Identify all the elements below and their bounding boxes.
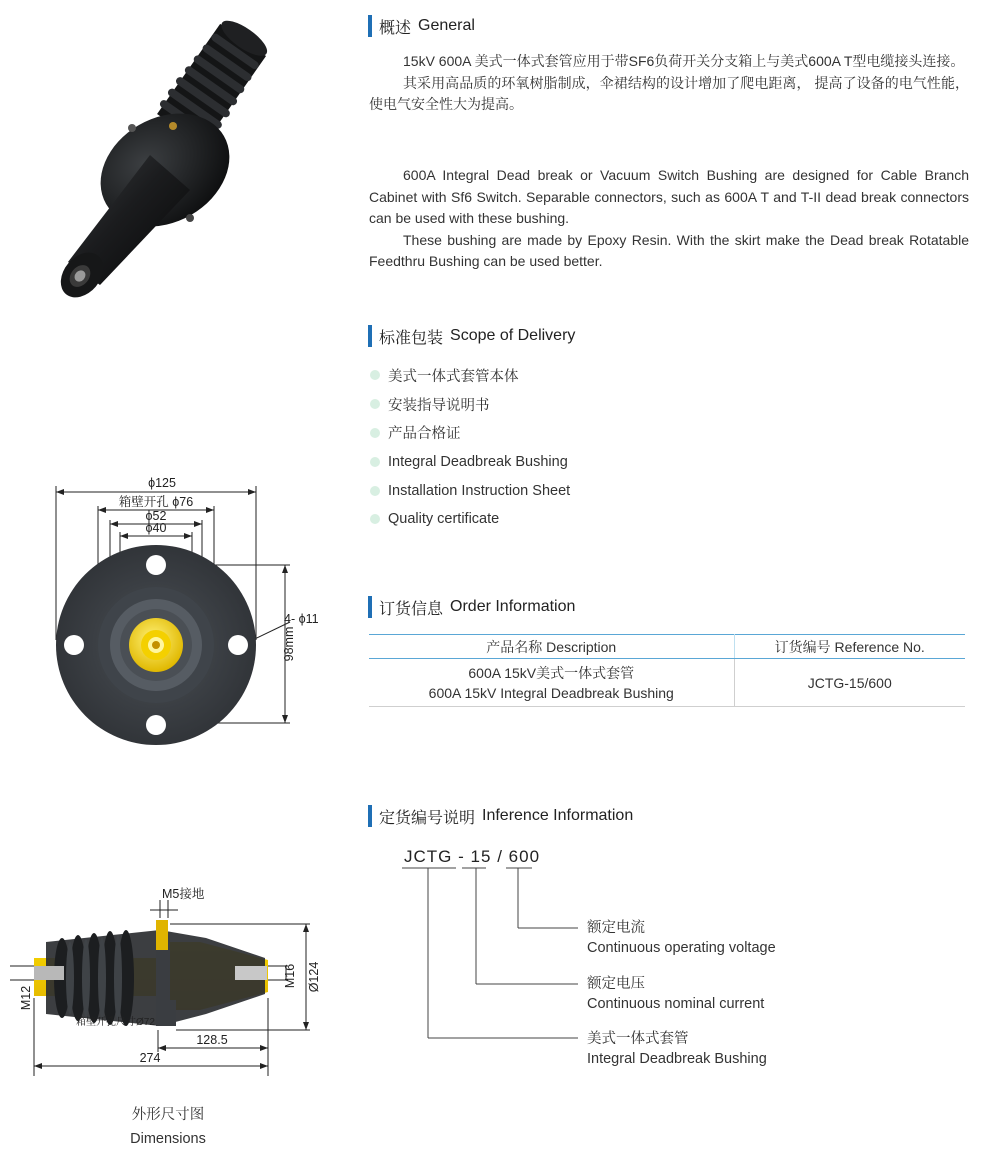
delivery-title [368,325,575,347]
dim-d52: ϕ52 [145,509,167,523]
side-view-drawing [10,880,330,1080]
list-item [370,476,570,505]
code-part-series: JCTG [404,847,453,866]
order-title-en: Order Information [450,598,576,615]
delivery-title-cn: 标准包装 [379,329,444,347]
dim-d124: Ø124 [307,961,321,993]
general-paragraph: 600A Integral Dead break or Vacuum Switch Bushing are designed for Cable Branch Cabinet with Sf6 Switch. Separable connectors, such as 600A T and T-II dead break connectors can be used with these bushing. [369,167,969,226]
bullet-dot-icon [370,486,380,496]
dim-m16: M16 [283,963,297,989]
bullet-dot-icon [370,428,380,438]
general-paragraph: 15kV 600A 美式一体式套管应用于带SF6负荷开关分支箱上与美式600A T型电缆接头连接。 [403,53,965,69]
dim-d76: 箱壁开孔 ϕ76 [118,495,194,509]
table-header-row [369,635,965,659]
header-description: 产品名称 Description [369,635,734,659]
order-code [404,847,540,867]
delivery-title-en: Scope of Delivery [450,327,576,344]
dim-h98: 98mm [282,626,296,662]
list-item [370,390,570,419]
cell-reference: JCTG-15/600 [734,659,965,707]
code-separator: / [497,847,503,866]
list-item-label: 美式一体式套管本体 [388,368,519,385]
inference-item-cn: 美式一体式套管 [587,1031,689,1047]
code-leader-lines [400,866,590,1046]
list-item-label: Installation Instruction Sheet [388,482,571,499]
inference-title [368,805,633,827]
code-separator: - [458,847,465,866]
desc-cn: 600A 15kV美式一体式套管 [468,664,635,681]
bullet-dot-icon [370,457,380,467]
code-part-current: 600 [508,847,541,866]
general-title-en: General [418,17,475,34]
list-item [370,419,570,448]
dim-hole72: 箱壁开孔尺寸Ø72 [76,1017,155,1028]
dim-holes: 4- ϕ11 [284,612,319,626]
inference-item-cn: 额定电流 [587,920,645,936]
delivery-list [370,361,570,534]
dim-d125: ϕ125 [148,476,176,490]
dim-m5: M5接地 [162,887,205,901]
general-text-cn [369,51,969,116]
inference-item-en: Continuous nominal current [587,996,765,1012]
inference-item-en: Integral Deadbreak Bushing [587,1051,767,1067]
inference-title-en: Inference Information [482,807,634,824]
inference-item-cn: 额定电压 [587,976,645,992]
code-part-voltage: 15 [470,847,492,866]
inference-item [587,918,776,958]
bullet-dot-icon [370,514,380,524]
general-title-cn: 概述 [379,19,412,37]
dim-l128: 128.5 [196,1033,228,1047]
inference-item [587,974,764,1014]
list-item-label: Quality certificate [388,511,500,528]
order-title-cn: 订货信息 [379,600,444,618]
general-title [368,15,475,37]
dim-d40: ϕ40 [145,521,167,535]
caption-en: Dimensions [130,1131,206,1147]
desc-en: 600A 15kV Integral Deadbreak Bushing [428,684,674,701]
dimensions-caption [103,1103,233,1151]
list-item [370,447,570,476]
list-item [370,505,570,534]
list-item-label: 产品合格证 [388,426,461,443]
cell-description [369,659,734,707]
header-reference: 订货编号 Reference No. [734,635,965,659]
general-paragraph: These bushing are made by Epoxy Resin. With the skirt make the Dead break Rotatable Feedthru Bushing can be used better. [369,231,969,269]
inference-title-cn: 定货编号说明 [379,809,476,827]
dim-m12: M12 [19,985,33,1011]
table-row [369,659,965,707]
list-item-label: Integral Deadbreak Bushing [388,453,568,470]
caption-cn: 外形尺寸图 [131,1107,205,1123]
general-text-en [369,165,969,273]
bullet-dot-icon [370,370,380,380]
inference-item-en: Continuous operating voltage [587,940,776,956]
inference-item [587,1029,767,1069]
general-paragraph: 其采用高品质的环氧树脂制成，伞裙结构的设计增加了爬电距离， 提高了设备的电气性能，使电气安全性大为提高。 [369,74,969,112]
bullet-dot-icon [370,399,380,409]
order-table [369,634,965,707]
list-item [370,361,570,390]
list-item-label: 安装指导说明书 [388,397,490,414]
order-title [368,596,575,618]
product-photo [40,30,310,315]
front-view-drawing [40,470,340,760]
dim-l274: 274 [139,1051,161,1065]
